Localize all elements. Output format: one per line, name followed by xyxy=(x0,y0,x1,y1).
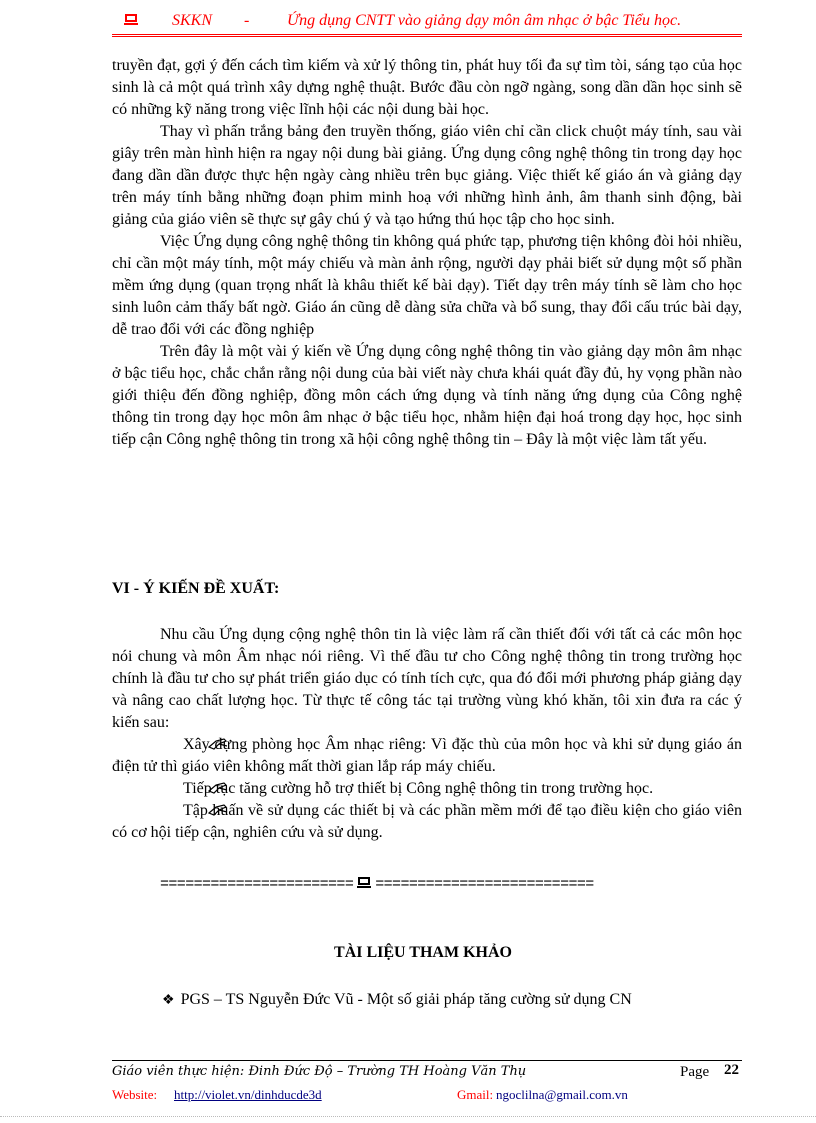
section-heading: VI - Ý KIẾN ĐỀ XUẤT: xyxy=(112,580,280,597)
paragraph-4: Trên đây là một vài ý kiến về Ứng dụng công nghệ thông tin vào giảng dạy môn âm nhạc ở bậc tiểu học, chắc chắn rằng nội dung của bài viết này chưa khái quát đầy đủ, hy vọng phần nào giới thiệu đến đồng nghiệp, đồng môn cách ứng dụng và tính năng ứng dụng của Công nghệ thông tin trong dạy học môn âm nhạc ở bậc tiểu học, nhằm hiện đại hoá trong dạy học, học sinh tiếp cận Công nghệ thông tin trong xã hội công nghệ thông tin – Đây là một việc làm tất yếu. xyxy=(112,343,742,448)
website-link[interactable]: http://violet.vn/dinhducde3d xyxy=(174,1087,322,1102)
header-rule xyxy=(112,34,742,37)
footer-line-2 xyxy=(112,1087,742,1107)
page-label: Page xyxy=(680,1064,710,1080)
header-dash: - xyxy=(244,12,250,29)
paragraph-3: Việc Ứng dụng công nghệ thông tin không quá phức tạp, phương tiện không đòi hỏi nhiều, chỉ cần một máy tính, một máy chiếu và màn ảnh rộng, người dạy phải biết sử dụng một số phần mềm ứng dụng (quan trọng nhất là khâu thiết kế bài dạy). Tiết dạy trên máy tính sẽ làm cho học sinh luôn cảm thấy bất ngờ. Giáo án cũng dễ dàng sửa chữa và bổ sung, thay đổi cấu trúc bài dạy, dễ trao đổi với các đồng nghiệp xyxy=(112,233,742,338)
page-number: 22 xyxy=(724,1062,739,1078)
gmail-address[interactable]: ngoclilna@gmail.com.vn xyxy=(496,1087,628,1102)
writing-hand-icon xyxy=(160,735,180,747)
paragraph-2: Thay vì phấn trắng bảng đen truyền thống, giáo viên chỉ cần click chuột máy tính, sau vài giây trên màn hình hiện ra ngay nội dung bài giảng. Ứng dụng công nghệ thông tin trong dạy học đang dần dần được thực hện ngày càng nhiều trên bục giảng. Việc thiết kế giáo án và giảng dạy trên máy tính bằng những đoạn phim minh hoạ với những hình ảnh, âm thanh sinh động, bài giảng của giáo viên sẽ thực sự gây chú ý và tạo hứng thú học tập cho học sinh. xyxy=(112,123,742,228)
footer-rule xyxy=(112,1060,742,1061)
proposal-text: Xây dựng phòng học Âm nhạc riêng: Vì đặc thù của môn học và khi sử dụng giáo án điện tử thì giáo viên không mất thời gian lắp ráp máy chiếu. xyxy=(112,736,742,775)
computer-icon xyxy=(357,876,371,894)
body-text xyxy=(112,55,742,451)
bottom-border xyxy=(0,1116,816,1117)
separator-right: ========================== xyxy=(375,876,594,893)
separator-left: ======================= xyxy=(160,876,354,893)
footer-line-1 xyxy=(112,1062,742,1086)
proposal-text: Tiếp tục tăng cường hỗ trợ thiết bị Công nghệ thông tin trong trường học. xyxy=(183,780,654,797)
proposal-item xyxy=(112,778,742,800)
writing-hand-icon xyxy=(160,801,180,813)
writing-hand-icon xyxy=(160,779,180,791)
proposal-text: Tập huấn về sử dụng các thiết bị và các phần mềm mới để tạo điều kiện cho giáo viên có cơ hội tiếp cận, nghiên cứu và sử dụng. xyxy=(112,802,742,841)
footer-teacher: Giáo viên thực hiện: Đinh Đức Độ – Trường TH Hoàng Văn Thụ xyxy=(112,1064,527,1079)
proposal-section xyxy=(112,624,742,844)
paragraph-1: truyền đạt, gợi ý đến cách tìm kiếm và xử lý thông tin, phát huy tối đa sự tìm tòi, sáng tạo của học sinh là cả một quá trình xây dựng nghệ thuật. Bước đầu còn ngỡ ngàng, song dần dần học sinh sẽ có những kỹ năng trong việc lĩnh hội các nội dung bài học. xyxy=(112,57,742,118)
computer-icon xyxy=(124,13,138,31)
gmail-label: Gmail: xyxy=(457,1087,494,1102)
references-title: TÀI LIỆU THAM KHẢO xyxy=(334,944,512,961)
website-label: Website: xyxy=(112,1087,158,1102)
header-title: Ứng dụng CNTT vào giảng dạy môn âm nhạc ở bậc Tiểu học. xyxy=(287,12,682,29)
proposal-intro: Nhu cầu Ứng dụng cộng nghệ thôn tin là việc làm rấ cần thiết đối với tất cả các môn học nói chung và môn Âm nhạc nói riêng. Vì thế đầu tư cho Công nghệ thông tin trong trường học chính là đầu tư cho sự phát triển giáo dục có tính tích cực, qua đó đổi mới phương pháp giảng dạy và nâng cao chất lượng học. Từ thực tế công tác tại trường vùng khó khăn, tôi xin đưa ra các ý kiến sau: xyxy=(112,626,742,731)
header-prefix: SKKN xyxy=(172,12,213,29)
diamond-bullet-icon: ❖ xyxy=(162,993,175,1008)
reference-item xyxy=(162,991,632,1009)
proposal-item xyxy=(112,734,742,778)
page-header xyxy=(112,10,742,32)
reference-text: PGS – TS Nguyễn Đức Vũ - Một số giải pháp tăng cường sử dụng CN xyxy=(180,991,632,1008)
proposal-item xyxy=(112,800,742,844)
separator-line xyxy=(160,876,700,894)
